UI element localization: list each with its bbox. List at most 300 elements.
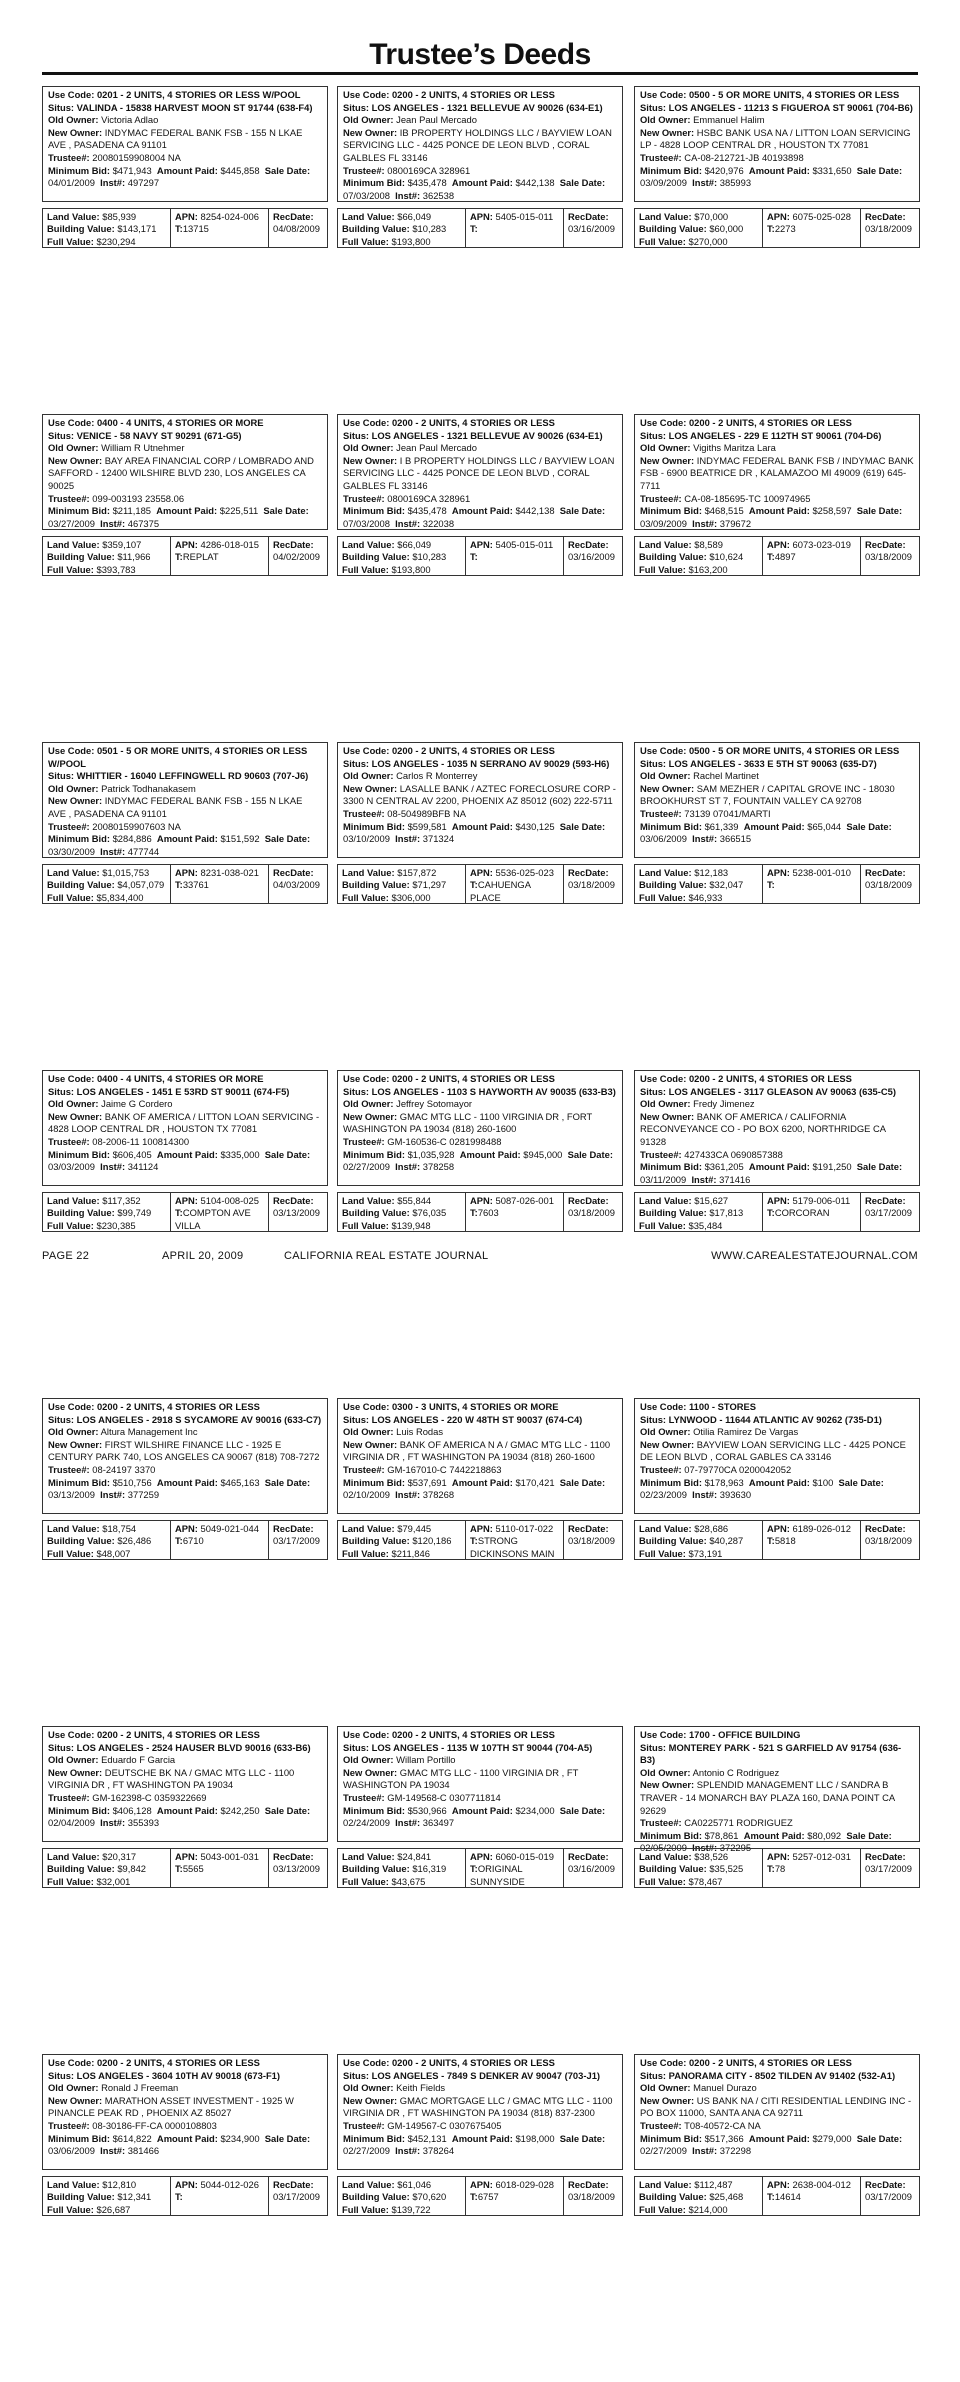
old-owner: Old Owner: Eduardo F Garcia: [48, 1754, 176, 1766]
deed-details: [634, 1070, 920, 1186]
deed-record: [634, 1726, 920, 2054]
situs: Situs: VENICE - 58 NAVY ST 90291 (671-G5): [48, 429, 242, 441]
bid-summary: Minimum Bid: $530,966 Amount Paid: $234,000 Sale Date: 02/24/2009 Inst#: 363497: [343, 1804, 606, 1829]
tract: T:: [470, 551, 478, 563]
new-owner: New Owner: SPLENDID MANAGEMENT LLC / SANDRA B TRAVER - 14 MONARCH BAY PLAZA 160, DANA POINT CA 92629: [640, 1779, 895, 1816]
recdate-label: RecDate:: [568, 1195, 609, 1206]
old-owner: Old Owner: Otilia Ramirez De Vargas: [640, 1426, 799, 1438]
bid-summary: Minimum Bid: $61,339 Amount Paid: $65,044 Sale Date: 03/06/2009 Inst#: 366515: [640, 820, 892, 845]
trustee-number: Trustee#: GM-160536-C 0281998488: [343, 1135, 502, 1147]
trustee-number: Trustee#: CA-08-212721-JB 40193898: [640, 151, 804, 163]
recdate-label: RecDate:: [273, 2179, 314, 2190]
value-column: [43, 537, 171, 575]
deed-record: [42, 414, 328, 742]
new-owner: New Owner: LASALLE BANK / AZTEC FORECLOSURE CORP - 3300 N CENTRAL AV 2200, PHOENIX AZ 85012 (602) 222-5711: [343, 782, 616, 807]
apn: APN: 6018-029-028: [470, 2179, 554, 2190]
recdate: 03/16/2009: [568, 551, 615, 563]
new-owner: New Owner: MARATHON ASSET INVESTMENT - 1925 W PINANCLE PEAK RD , PHOENIX AZ 85027: [48, 2094, 294, 2119]
deed-record: [337, 86, 623, 414]
bid-summary: Minimum Bid: $435,478 Amount Paid: $442,138 Sale Date: 07/03/2008 Inst#: 322038: [343, 505, 606, 529]
recdate-label: RecDate:: [273, 1195, 314, 1206]
apn: APN: 5104-008-025: [175, 1195, 259, 1206]
recdate-column: [269, 2177, 327, 2215]
apn-column: [763, 2177, 861, 2215]
old-owner: Old Owner: Antonio C Rodriguez: [640, 1766, 780, 1778]
bid-summary: Minimum Bid: $599,581 Amount Paid: $430,125 Sale Date: 03/10/2009 Inst#: 371324: [343, 820, 606, 845]
bid-summary: Minimum Bid: $178,963 Amount Paid: $100 Sale Date: 02/23/2009 Inst#: 393630: [640, 1476, 884, 1501]
value-column: [43, 2177, 171, 2215]
situs: Situs: LOS ANGELES - 3604 10TH AV 90018 (673-F1): [48, 2069, 281, 2081]
apn: APN: 5110-017-022: [470, 1523, 554, 1534]
full-value: Full Value: $393,783: [47, 563, 136, 575]
recdate: 03/18/2009: [568, 1535, 615, 1547]
use-code: Use Code: 0500 - 5 OR MORE UNITS, 4 STORIES OR LESS: [640, 745, 900, 756]
recdate: 03/18/2009: [865, 879, 912, 891]
deed-details: [42, 86, 328, 202]
bid-summary: Minimum Bid: $1,035,928 Amount Paid: $945,000 Sale Date: 02/27/2009 Inst#: 378258: [343, 1148, 613, 1173]
bid-summary: Minimum Bid: $452,131 Amount Paid: $198,000 Sale Date: 02/27/2009 Inst#: 378264: [343, 2132, 606, 2157]
recdate-label: RecDate:: [568, 211, 609, 222]
value-column: [43, 209, 171, 247]
land-value: Land Value: $1,015,753: [47, 867, 150, 878]
recdate-column: [861, 1193, 919, 1231]
apn-column: [171, 2177, 269, 2215]
apn-column: [466, 1849, 564, 1887]
tract: T:: [175, 2191, 183, 2203]
land-value: Land Value: $157,872: [342, 867, 437, 878]
recdate-column: [269, 537, 327, 575]
recdate-label: RecDate:: [865, 1523, 906, 1534]
tract: T:6757: [470, 2191, 499, 2203]
full-value: Full Value: $5,834,400: [47, 891, 144, 903]
trustee-number: Trustee#: 08-504989BFB NA: [343, 807, 466, 819]
full-value: Full Value: $214,000: [639, 2203, 728, 2215]
situs: Situs: LOS ANGELES - 11213 S FIGUEROA ST 90061 (704-B6): [640, 101, 913, 113]
value-box: [634, 1192, 920, 1232]
situs: Situs: MONTEREY PARK - 521 S GARFIELD AV 91754 (636-B3): [640, 1741, 902, 1766]
land-value: Land Value: $55,844: [342, 1195, 432, 1206]
recdate-label: RecDate:: [273, 1851, 314, 1862]
deed-details: [42, 1398, 328, 1514]
bid-summary: Minimum Bid: $406,128 Amount Paid: $242,250 Sale Date: 02/04/2009 Inst#: 355393: [48, 1804, 311, 1829]
deed-record: [42, 1398, 328, 1726]
land-value: Land Value: $117,352: [47, 1195, 141, 1206]
value-column: [338, 537, 466, 575]
land-value: Land Value: $20,317: [47, 1851, 137, 1862]
use-code: Use Code: 0501 - 5 OR MORE UNITS, 4 STORIES OR LESS W/POOL: [48, 745, 308, 769]
value-column: [635, 537, 763, 575]
recdate-column: [861, 1521, 919, 1559]
apn: APN: 5405-015-011: [470, 539, 554, 550]
new-owner: New Owner: IB PROPERTY HOLDINGS LLC / BAYVIEW LOAN SERVICING LLC - 4425 PONCE DE LEON BLVD , CORAL GALBLES FL 33146: [343, 126, 612, 163]
apn-column: [466, 2177, 564, 2215]
trustee-number: Trustee#: GM-167010-C 7442218863: [343, 1463, 502, 1475]
value-column: [338, 1849, 466, 1887]
column-2: [337, 86, 623, 2382]
situs: Situs: VALINDA - 15838 HARVEST MOON ST 91744 (638-F4): [48, 101, 313, 113]
deed-record: [42, 86, 328, 414]
building-value: Building Value: $120,186: [342, 1535, 452, 1547]
deed-details: [42, 414, 328, 530]
apn: APN: 5536-025-023: [470, 867, 554, 878]
deed-record: [634, 742, 920, 1070]
tract: T:33761: [175, 879, 209, 891]
trustee-number: Trustee#: GM-149567-C 0307675405: [343, 2119, 502, 2131]
tract: T:REPLAT: [175, 551, 219, 563]
bid-summary: Minimum Bid: $606,405 Amount Paid: $335,000 Sale Date: 03/03/2009 Inst#: 341124: [48, 1148, 311, 1173]
trustee-number: Trustee#: CA-08-185695-TC 100974965: [640, 492, 811, 504]
value-column: [635, 865, 763, 903]
deed-details: [42, 2054, 328, 2170]
full-value: Full Value: $32,001: [47, 1875, 131, 1887]
tract: T:13715: [175, 223, 209, 235]
recdate-label: RecDate:: [568, 867, 609, 878]
tract: T:ORIGINAL SUNNYSIDE: [470, 1863, 525, 1887]
deed-details: [337, 1398, 623, 1514]
apn-column: [171, 1521, 269, 1559]
recdate-label: RecDate:: [865, 2179, 906, 2190]
website-link[interactable]: WWW.CAREALESTATEJOURNAL.COM: [711, 1250, 918, 1262]
land-value: Land Value: $28,686: [639, 1523, 729, 1534]
situs: Situs: LOS ANGELES - 1135 W 107TH ST 90044 (704-A5): [343, 1741, 593, 1753]
situs: Situs: LOS ANGELES - 220 W 48TH ST 90037 (674-C4): [343, 1413, 583, 1425]
use-code: Use Code: 0300 - 3 UNITS, 4 STORIES OR MORE: [343, 1401, 559, 1412]
value-column: [338, 1521, 466, 1559]
full-value: Full Value: $193,800: [342, 563, 431, 575]
land-value: Land Value: $61,046: [342, 2179, 432, 2190]
old-owner: Old Owner: Ronald J Freeman: [48, 2082, 179, 2094]
recdate-label: RecDate:: [568, 1523, 609, 1534]
recdate-column: [269, 1193, 327, 1231]
apn-column: [763, 1849, 861, 1887]
recdate-column: [564, 865, 622, 903]
deed-details: [634, 742, 920, 858]
recdate: 03/17/2009: [865, 1863, 912, 1875]
full-value: Full Value: $48,007: [47, 1547, 131, 1559]
situs: Situs: LYNWOOD - 11644 ATLANTIC AV 90262 (735-D1): [640, 1413, 882, 1425]
new-owner: New Owner: BANK OF AMERICA / CALIFORNIA RECONVEYANCE CO - PO BOX 6200, NORTHRIDGE CA 91328: [640, 1110, 886, 1147]
land-value: Land Value: $112,487: [639, 2179, 733, 2190]
recdate: 04/08/2009: [273, 223, 320, 235]
value-column: [635, 1193, 763, 1231]
recdate-label: RecDate:: [568, 2179, 609, 2190]
apn-column: [763, 537, 861, 575]
situs: Situs: LOS ANGELES - 2918 S SYCAMORE AV 90016 (633-C7): [48, 1413, 322, 1425]
bid-summary: Minimum Bid: $537,691 Amount Paid: $170,421 Sale Date: 02/10/2009 Inst#: 378268: [343, 1476, 606, 1501]
apn: APN: 5257-012-031: [767, 1851, 851, 1862]
new-owner: New Owner: BANK OF AMERICA N A / GMAC MTG LLC - 1100 VIRGINIA DR , FT WASHINGTON PA 19034 (818) 260-1600: [343, 1438, 611, 1463]
deed-details: [337, 2054, 623, 2170]
recdate: 03/18/2009: [568, 879, 615, 891]
value-box: [42, 208, 328, 248]
recdate: 03/16/2009: [568, 1863, 615, 1875]
recdate-label: RecDate:: [865, 211, 906, 222]
building-value: Building Value: $17,813: [639, 1207, 744, 1219]
value-box: [634, 864, 920, 904]
apn-column: [171, 865, 269, 903]
building-value: Building Value: $4,057,079: [47, 879, 165, 891]
recdate-column: [269, 865, 327, 903]
old-owner: Old Owner: Emmanuel Halim: [640, 114, 765, 126]
deed-details: [634, 414, 920, 530]
use-code: Use Code: 1100 - STORES: [640, 1401, 757, 1412]
recdate-label: RecDate:: [865, 539, 906, 550]
full-value: Full Value: $35,484: [639, 1219, 723, 1231]
deed-details: [634, 1398, 920, 1514]
recdate-column: [861, 2177, 919, 2215]
apn: APN: 6073-023-019: [767, 539, 851, 550]
building-value: Building Value: $11,966: [47, 551, 151, 563]
deed-record: [42, 1070, 328, 1398]
use-code: Use Code: 0200 - 2 UNITS, 4 STORIES OR LESS: [343, 1073, 555, 1084]
recdate: 03/18/2009: [568, 1207, 615, 1219]
recdate-label: RecDate:: [273, 539, 314, 550]
new-owner: New Owner: INDYMAC FEDERAL BANK FSB / INDYMAC BANK FSB - 6900 BEATRICE DR , KALAMAZOO MI 49009 (619) 645-7711: [640, 454, 914, 491]
value-column: [635, 209, 763, 247]
use-code: Use Code: 0500 - 5 OR MORE UNITS, 4 STORIES OR LESS: [640, 89, 900, 100]
apn-column: [466, 537, 564, 575]
use-code: Use Code: 0200 - 2 UNITS, 4 STORIES OR LESS: [343, 2057, 555, 2068]
page-number: PAGE 22: [42, 1250, 90, 1262]
recdate: 03/18/2009: [865, 551, 912, 563]
old-owner: Old Owner: Jaime G Cordero: [48, 1098, 173, 1110]
recdate-label: RecDate:: [273, 867, 314, 878]
value-column: [635, 1521, 763, 1559]
value-box: [42, 1848, 328, 1888]
apn-column: [466, 209, 564, 247]
full-value: Full Value: $73,191: [639, 1547, 723, 1559]
situs: Situs: LOS ANGELES - 3117 GLEASON AV 90063 (635-C5): [640, 1085, 896, 1097]
full-value: Full Value: $163,200: [639, 563, 728, 575]
recdate: 03/13/2009: [273, 1207, 320, 1219]
recdate-column: [269, 1521, 327, 1559]
recdate: 03/16/2009: [568, 223, 615, 235]
full-value: Full Value: $139,948: [342, 1219, 431, 1231]
column-1: [42, 86, 328, 2382]
deed-record: [634, 414, 920, 742]
use-code: Use Code: 0200 - 2 UNITS, 4 STORIES OR LESS: [640, 1073, 852, 1084]
full-value: Full Value: $211,846: [342, 1547, 430, 1559]
trustee-number: Trustee#: 08-24197 3370: [48, 1463, 156, 1475]
deed-record: [337, 1726, 623, 2054]
bid-summary: Minimum Bid: $435,478 Amount Paid: $442,138 Sale Date: 07/03/2008 Inst#: 362538: [343, 177, 606, 201]
building-value: Building Value: $71,297: [342, 879, 447, 891]
deed-record: [337, 414, 623, 742]
recdate-label: RecDate:: [273, 211, 314, 222]
new-owner: New Owner: DEUTSCHE BK NA / GMAC MTG LLC - 1100 VIRGINIA DR , FT WASHINGTON PA 19034: [48, 1766, 295, 1791]
apn: APN: 6075-025-028: [767, 211, 851, 222]
deed-record: [42, 1726, 328, 2054]
use-code: Use Code: 0201 - 2 UNITS, 4 STORIES OR LESS W/POOL: [48, 89, 301, 100]
trustee-number: Trustee#: 0800169CA 328961: [343, 164, 471, 176]
apn: APN: 5044-012-026: [175, 2179, 259, 2190]
building-value: Building Value: $35,525: [639, 1863, 744, 1875]
building-value: Building Value: $60,000: [639, 223, 744, 235]
apn: APN: 5179-006-011: [767, 1195, 851, 1206]
recdate-column: [564, 537, 622, 575]
deed-record: [634, 1398, 920, 1726]
apn-column: [466, 865, 564, 903]
value-box: [337, 864, 623, 904]
deed-record: [634, 2054, 920, 2382]
full-value: Full Value: $26,687: [47, 2203, 131, 2215]
trustee-number: Trustee#: 0800169CA 328961: [343, 492, 471, 504]
recdate: 03/18/2009: [865, 1535, 912, 1547]
old-owner: Old Owner: Jeffrey Sotomayor: [343, 1098, 473, 1110]
deed-details: [42, 1070, 328, 1186]
old-owner: Old Owner: Carlos R Monterrey: [343, 770, 478, 782]
deed-record: [337, 1070, 623, 1398]
tract: T:7603: [470, 1207, 499, 1219]
apn-column: [763, 209, 861, 247]
trustee-number: Trustee#: 08-2006-11 100814300: [48, 1135, 190, 1147]
tract: T:STRONG DICKINSONS MAIN: [470, 1535, 555, 1559]
situs: Situs: LOS ANGELES - 1103 S HAYWORTH AV 90035 (633-B3): [343, 1085, 616, 1097]
full-value: Full Value: $46,933: [639, 891, 723, 903]
use-code: Use Code: 0400 - 4 UNITS, 4 STORIES OR MORE: [48, 417, 264, 428]
value-column: [635, 1849, 763, 1887]
recdate-column: [861, 209, 919, 247]
apn: APN: 6189-026-012: [767, 1523, 851, 1534]
trustee-number: Trustee#: 20080159907603 NA: [48, 820, 181, 832]
new-owner: New Owner: FIRST WILSHIRE FINANCE LLC - 1925 E CENTURY PARK 740, LOS ANGELES CA 90067 (818) 708-7272: [48, 1438, 320, 1463]
building-value: Building Value: $70,620: [342, 2191, 447, 2203]
new-owner: New Owner: HSBC BANK USA NA / LITTON LOAN SERVICING LP - 4828 LOOP CENTRAL DR , HOUSTON TX 77081: [640, 126, 911, 151]
old-owner: Old Owner: Vigiths Maritza Lara: [640, 442, 776, 454]
value-column: [338, 865, 466, 903]
use-code: Use Code: 1700 - OFFICE BUILDING: [640, 1729, 801, 1740]
value-column: [338, 1193, 466, 1231]
value-box: [634, 1520, 920, 1560]
land-value: Land Value: $66,049: [342, 539, 432, 550]
recdate-column: [861, 865, 919, 903]
use-code: Use Code: 0200 - 2 UNITS, 4 STORIES OR LESS: [640, 417, 852, 428]
old-owner: Old Owner: Altura Management Inc: [48, 1426, 198, 1438]
old-owner: Old Owner: Victoria Adlao: [48, 114, 159, 126]
bid-summary: Minimum Bid: $420,976 Amount Paid: $331,650 Sale Date: 03/09/2009 Inst#: 385993: [640, 164, 903, 189]
value-box: [42, 1520, 328, 1560]
full-value: Full Value: $43,675: [342, 1875, 426, 1887]
recdate-label: RecDate:: [865, 1851, 906, 1862]
deed-details: [634, 86, 920, 202]
land-value: Land Value: $12,810: [47, 2179, 137, 2190]
apn-column: [466, 1521, 564, 1559]
building-value: Building Value: $9,842: [47, 1863, 147, 1875]
land-value: Land Value: $359,107: [47, 539, 142, 550]
tract: T:6710: [175, 1535, 204, 1547]
recdate-label: RecDate:: [568, 539, 609, 550]
apn-column: [171, 537, 269, 575]
deed-details: [337, 1726, 623, 1842]
recdate-column: [861, 537, 919, 575]
land-value: Land Value: $70,000: [639, 211, 729, 222]
recdate-column: [564, 1849, 622, 1887]
new-owner: New Owner: INDYMAC FEDERAL BANK FSB - 155 N LKAE AVE , PASADENA CA 91101: [48, 795, 303, 819]
new-owner: New Owner: SAM MEZHER / CAPITAL GROVE INC - 18030 BROOKHURST ST 7, FOUNTAIN VALLEY CA 92708: [640, 782, 895, 807]
deed-details: [634, 1726, 920, 1854]
recdate-column: [269, 209, 327, 247]
trustee-number: Trustee#: 20080159908004 NA: [48, 151, 181, 163]
tract: T:: [470, 223, 478, 235]
recdate-label: RecDate:: [865, 1195, 906, 1206]
land-value: Land Value: $8,589: [639, 539, 723, 550]
recdate-column: [564, 209, 622, 247]
apn: APN: 6060-015-019: [470, 1851, 554, 1862]
building-value: Building Value: $25,468: [639, 2191, 744, 2203]
old-owner: Old Owner: Fredy Jimenez: [640, 1098, 755, 1110]
apn-column: [171, 1193, 269, 1231]
bid-summary: Minimum Bid: $78,861 Amount Paid: $80,092 Sale Date: 02/05/2009 Inst#: 372295: [640, 1829, 892, 1854]
building-value: Building Value: $99,749: [47, 1207, 152, 1219]
land-value: Land Value: $24,841: [342, 1851, 432, 1862]
old-owner: Old Owner: Willam Portillo: [343, 1754, 456, 1766]
deed-details: [634, 2054, 920, 2170]
tract: T:4897: [767, 551, 796, 563]
deed-details: [337, 742, 623, 858]
recdate: 03/17/2009: [273, 2191, 320, 2203]
building-value: Building Value: $40,287: [639, 1535, 744, 1547]
building-value: Building Value: $76,035: [342, 1207, 447, 1219]
recdate-column: [564, 1521, 622, 1559]
recdate: 03/18/2009: [568, 2191, 615, 2203]
apn: APN: 5087-026-001: [470, 1195, 554, 1206]
tract: T:2273: [767, 223, 796, 235]
full-value: Full Value: $139,722: [342, 2203, 431, 2215]
bid-summary: Minimum Bid: $284,886 Amount Paid: $151,592 Sale Date: 03/30/2009 Inst#: 477744: [48, 833, 311, 857]
apn: APN: 5043-001-031: [175, 1851, 259, 1862]
full-value: Full Value: $230,294: [47, 235, 136, 247]
use-code: Use Code: 0200 - 2 UNITS, 4 STORIES OR LESS: [48, 1729, 260, 1740]
new-owner: New Owner: INDYMAC FEDERAL BANK FSB - 155 N LKAE AVE , PASADENA CA 91101: [48, 126, 303, 151]
trustee-number: Trustee#: GM-162398-C 0359322669: [48, 1791, 207, 1803]
situs: Situs: LOS ANGELES - 2524 HAUSER BLVD 90016 (633-B6): [48, 1741, 311, 1753]
old-owner: Old Owner: Rachel Martinet: [640, 770, 759, 782]
new-owner: New Owner: I B PROPERTY HOLDINGS LLC / BAYVIEW LOAN SERVICING LLC - 4425 PONCE DE LEON BLVD , CORAL GALBLES FL 33146: [343, 454, 615, 491]
full-value: Full Value: $78,467: [639, 1875, 723, 1887]
use-code: Use Code: 0200 - 2 UNITS, 4 STORIES OR LESS: [343, 745, 555, 756]
situs: Situs: LOS ANGELES - 1451 E 53RD ST 90011 (674-F5): [48, 1085, 290, 1097]
recdate-column: [564, 1193, 622, 1231]
bid-summary: Minimum Bid: $471,943 Amount Paid: $445,858 Sale Date: 04/01/2009 Inst#: 497297: [48, 164, 311, 189]
publication-name: CALIFORNIA REAL ESTATE JOURNAL: [284, 1250, 489, 1262]
recdate: 04/02/2009: [273, 551, 320, 563]
tract: T:: [767, 879, 775, 891]
deed-record: [42, 2054, 328, 2382]
deed-record: [337, 2054, 623, 2382]
value-column: [43, 1849, 171, 1887]
value-box: [634, 1848, 920, 1888]
value-box: [42, 2176, 328, 2216]
value-box: [337, 536, 623, 576]
apn: APN: 5049-021-044: [175, 1523, 259, 1534]
bid-summary: Minimum Bid: $361,205 Amount Paid: $191,250 Sale Date: 03/11/2009 Inst#: 371416: [640, 1161, 903, 1185]
building-value: Building Value: $16,319: [342, 1863, 447, 1875]
value-column: [635, 2177, 763, 2215]
value-box: [634, 2176, 920, 2216]
land-value: Land Value: $15,627: [639, 1195, 729, 1206]
land-value: Land Value: $85,939: [47, 211, 137, 222]
title-divider: [42, 72, 918, 75]
value-column: [43, 865, 171, 903]
recdate: 03/17/2009: [865, 1207, 912, 1219]
trustee-number: Trustee#: GM-149568-C 0307711814: [343, 1791, 501, 1803]
situs: Situs: LOS ANGELES - 7849 S DENKER AV 90047 (703-J1): [343, 2069, 601, 2081]
tract: T:78: [767, 1863, 786, 1875]
apn: APN: 5238-001-010: [767, 867, 851, 878]
deed-details: [42, 1726, 328, 1842]
deed-record: [634, 1070, 920, 1398]
new-owner: New Owner: BAY AREA FINANCIAL CORP / LOMBRADO AND SAFFORD - 12400 WILSHIRE BLVD 230, LOS ANGELES CA 90025: [48, 454, 314, 491]
